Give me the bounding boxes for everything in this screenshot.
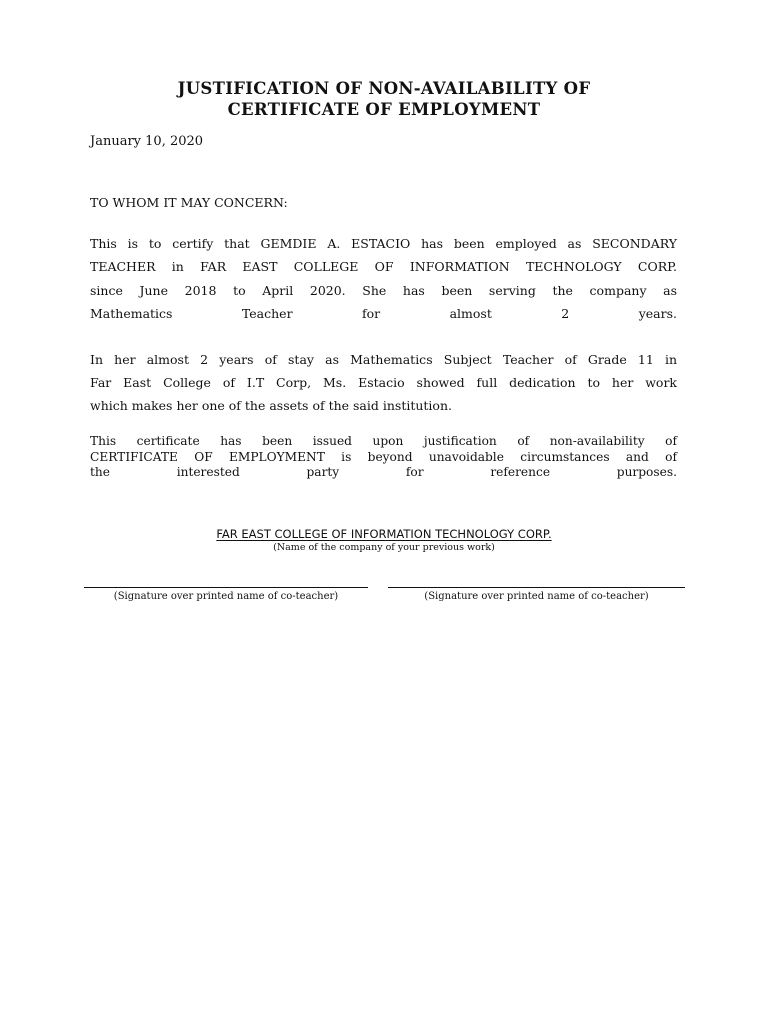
paragraph-line: Far East College of I.T Corp, Ms. Estacio showed full dedication to her work xyxy=(90,375,677,390)
paragraph-line: This is to certify that GEMDIE A. ESTACIO has been employed as SECONDARY xyxy=(90,236,677,251)
signature-block-left xyxy=(84,587,368,604)
company-note: (Name of the company of your previous work) xyxy=(273,542,495,553)
signature-caption: (Signature over printed name of co-teacher) xyxy=(424,591,649,602)
document-title xyxy=(0,78,768,120)
paragraph-justification xyxy=(90,434,677,481)
signature-line xyxy=(388,587,685,588)
paragraph-line: the interested party for reference purposes. xyxy=(90,465,677,479)
paragraph-line: In her almost 2 years of stay as Mathematics Subject Teacher of Grade 11 in xyxy=(90,352,677,367)
paragraph-line: This certificate has been issued upon justification of non-availability of xyxy=(90,434,677,448)
title-line-2: CERTIFICATE OF EMPLOYMENT xyxy=(227,100,541,119)
letter-date: January 10, 2020 xyxy=(90,134,204,149)
signature-line xyxy=(84,587,368,588)
paragraph-dedication xyxy=(90,348,677,417)
company-name: FAR EAST COLLEGE OF INFORMATION TECHNOLOGY CORP. xyxy=(216,527,552,541)
company-block xyxy=(0,527,768,554)
paragraph-line: Mathematics Teacher for almost 2 years. xyxy=(90,305,677,321)
title-line-1: JUSTIFICATION OF NON-AVAILABILITY OF xyxy=(177,79,591,98)
signature-block-right xyxy=(388,587,685,604)
paragraph-line: since June 2018 to April 2020. She has been serving the company as xyxy=(90,282,677,298)
paragraph-line: TEACHER in FAR EAST COLLEGE OF INFORMATION TECHNOLOGY CORP. xyxy=(90,259,677,275)
paragraph-line: which makes her one of the assets of the said institution. xyxy=(90,398,452,413)
signature-caption: (Signature over printed name of co-teacher) xyxy=(113,591,339,602)
salutation: TO WHOM IT MAY CONCERN: xyxy=(90,195,288,210)
paragraph-line: CERTIFICATE OF EMPLOYMENT is beyond unavoidable circumstances and of xyxy=(90,449,677,464)
paragraph-employment xyxy=(90,232,677,325)
